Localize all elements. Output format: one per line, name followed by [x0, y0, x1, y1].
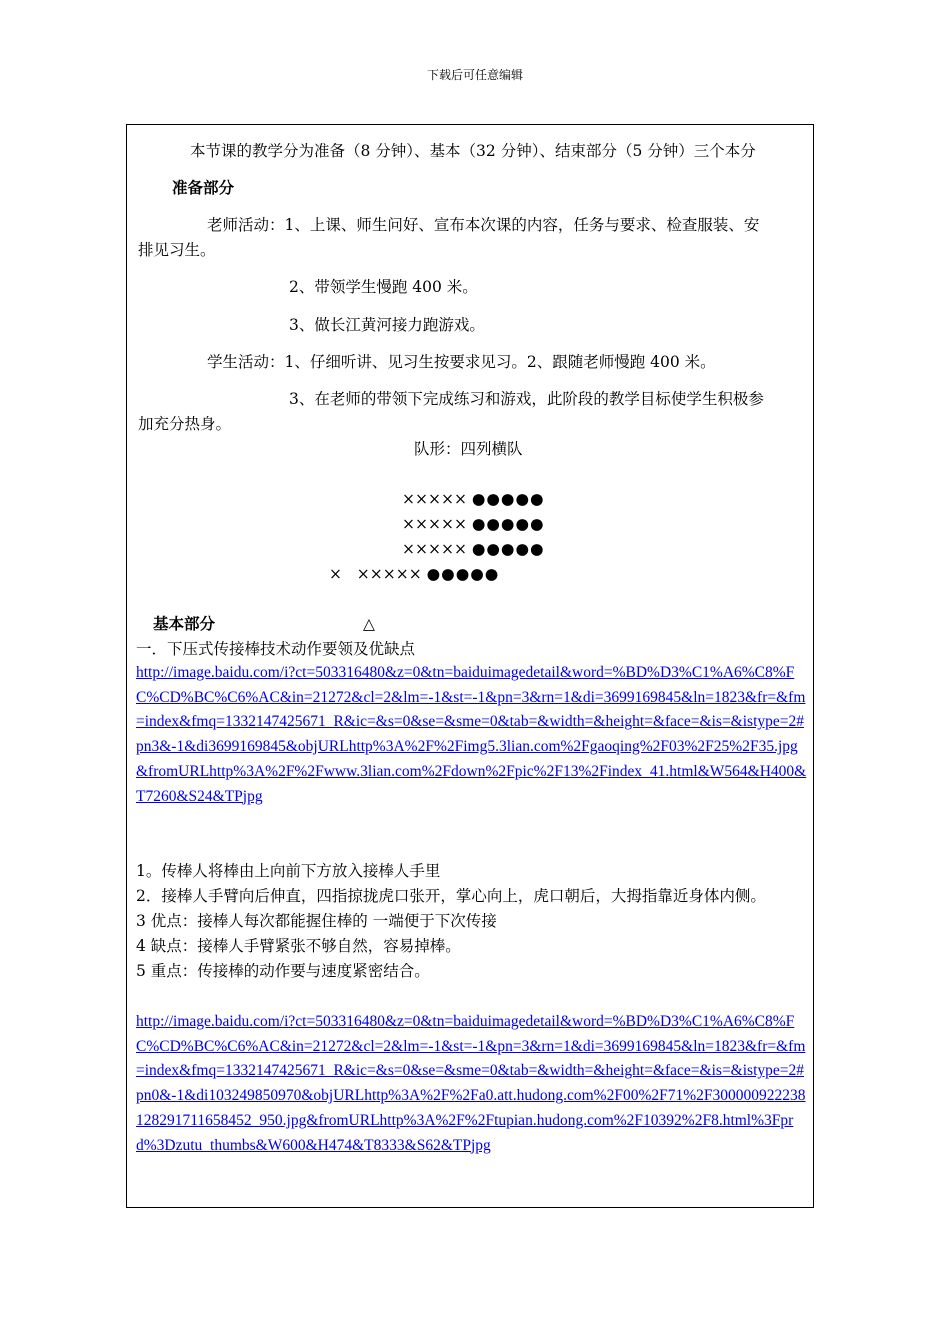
formation-row: [402, 514, 545, 534]
formation-dots: ●●●●●: [426, 565, 500, 583]
basic-heading: 基本部分: [153, 614, 216, 633]
teacher-activity-line3: 3、做长江黄河接力跑游戏。: [289, 316, 485, 334]
teacher-activity-line2: 2、带领学生慢跑 400 米。: [289, 278, 478, 296]
point-item: 3 优点：接棒人每次都能握住棒的 一端便于下次传接: [136, 912, 497, 930]
technique-title: 一．下压式传接棒技术动作要领及优缺点: [136, 640, 416, 658]
lesson-table-cell: [126, 124, 814, 1208]
student-activity-line1: 学生活动：1、仔细听讲、见习生按要求见习。2、跟随老师慢跑 400 米。: [207, 353, 716, 371]
point-item: 4 缺点：接棒人手臂紧张不够自然，容易掉棒。: [136, 937, 461, 955]
intro-text: 本节课的教学分为准备（8 分钟）、基本（32 分钟）、结束部分（5 分钟）三个本分: [190, 142, 756, 160]
reference-link-1[interactable]: http://image.baidu.com/i?ct=503316480&z=0&tn=baiduimagedetail&word=%BD%D3%C1%A6%C8%FC%CD%BC%C6%AC&in=21272&cl=2&lm=-1&st=-1&pn=3&rn=1&di=3699169845&ln=1823&fr=&fm=index&fmq=1332147425671_R&ic=&s=0&se=&sme=0&tab=&width=&height=&face=&is=&istype=2#pn3&-1&di3699169845&objURLhttp%3A%2F%2Fimg5.3lian.com%2Fgaoqing%2F03%2F25%2F35.jpg&fromURLhttp%3A%2F%2Fwww.3lian.com%2Fdown%2Fpic%2F13%2Findex_41.html&W564&H400&T7260&S24&TPjpg: [136, 664, 807, 805]
formation-title: 队形：四列横队: [414, 440, 523, 458]
point-item: 2．接棒人手臂向后伸直，四指掠拢虎口张开，掌心向上，虎口朝后，大拇指靠近身体内侧。: [136, 887, 766, 905]
student-activity-line3-cont: 加充分热身。: [138, 415, 232, 433]
technique-points: [136, 859, 808, 984]
formation-dots: ●●●●●: [471, 515, 545, 533]
triangle-icon: △: [363, 615, 375, 633]
formation-lead-cross: ×: [329, 565, 342, 583]
prep-heading: 准备部分: [172, 178, 235, 197]
formation-row: [402, 489, 545, 509]
student-activity-line3: 3、在老师的带领下完成练习和游戏，此阶段的教学目标使学生积极参: [289, 390, 764, 408]
formation-row: [402, 539, 545, 559]
formation-row: [329, 564, 499, 584]
formation-crosses: ×××××: [402, 515, 467, 533]
formation-crosses: ×××××: [356, 565, 422, 583]
reference-link-2[interactable]: http://image.baidu.com/i?ct=503316480&z=0&tn=baiduimagedetail&word=%BD%D3%C1%A6%C8%FC%CD%BC%C6%AC&in=21272&cl=2&lm=-1&st=-1&pn=3&rn=1&di=3699169845&ln=1823&fr=&fm=index&fmq=1332147425671_R&ic=&s=0&se=&sme=0&tab=&width=&height=&face=&is=&istype=2#pn0&-1&di103249850970&objURLhttp%3A%2F%2Fa0.att.hudong.com%2F00%2F71%2F300000922238128291711658452_950.jpg&fromURLhttp%3A%2F%2Ftupian.hudong.com%2F10392%2F8.html%3Fprd%3Dzutu_thumbs&W600&H474&T8333&S62&TPjpg: [136, 1013, 806, 1154]
point-item: 1。传棒人将棒由上向前下方放入接棒人手里: [136, 862, 441, 880]
formation-crosses: ×××××: [402, 490, 467, 508]
teacher-activity-line1-cont: 排见习生。: [138, 241, 216, 259]
page-header: 下载后可任意编辑: [426, 68, 523, 82]
formation-dots: ●●●●●: [471, 490, 545, 508]
point-item: 5 重点：传接棒的动作要与速度紧密结合。: [136, 962, 430, 980]
formation-crosses: ×××××: [402, 540, 467, 558]
formation-dots: ●●●●●: [471, 540, 545, 558]
teacher-activity-line1: 老师活动：1、上课、师生问好、宣布本次课的内容，任务与要求、检查服装、安: [207, 216, 760, 234]
